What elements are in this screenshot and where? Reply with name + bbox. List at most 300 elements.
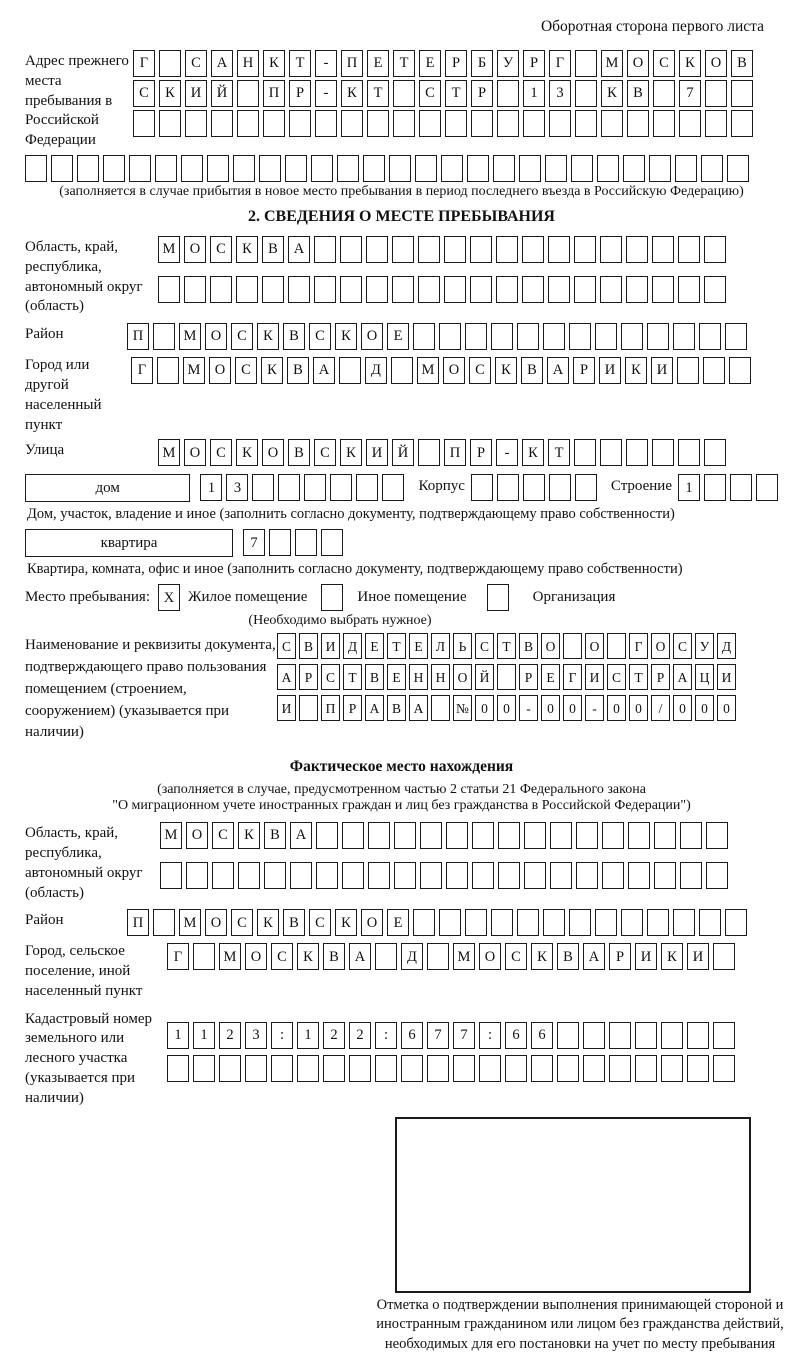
- char-box[interactable]: Т: [497, 633, 516, 659]
- city-row[interactable]: [131, 357, 751, 384]
- char-box[interactable]: О: [184, 439, 206, 466]
- char-box[interactable]: [299, 695, 318, 721]
- char-box[interactable]: С: [607, 664, 626, 690]
- char-box[interactable]: [444, 236, 466, 263]
- char-box[interactable]: [413, 323, 435, 350]
- char-box[interactable]: И: [366, 439, 388, 466]
- char-box[interactable]: [654, 822, 676, 849]
- char-box[interactable]: И: [717, 664, 736, 690]
- actual-city-row[interactable]: [167, 943, 735, 970]
- char-box[interactable]: 0: [695, 695, 714, 721]
- char-box[interactable]: [366, 276, 388, 303]
- char-box[interactable]: И: [687, 943, 709, 970]
- char-box[interactable]: [699, 323, 721, 350]
- char-box[interactable]: [725, 323, 747, 350]
- char-box[interactable]: О: [627, 50, 649, 77]
- char-box[interactable]: [493, 155, 515, 182]
- char-box[interactable]: Р: [470, 439, 492, 466]
- char-box[interactable]: [597, 155, 619, 182]
- char-box[interactable]: В: [264, 822, 286, 849]
- char-box[interactable]: С: [210, 236, 232, 263]
- char-box[interactable]: 0: [607, 695, 626, 721]
- char-box[interactable]: [167, 1055, 189, 1082]
- actual-region-row-2[interactable]: [160, 862, 728, 889]
- korpus-row[interactable]: [471, 474, 597, 501]
- char-box[interactable]: [366, 236, 388, 263]
- char-box[interactable]: [413, 909, 435, 936]
- char-box[interactable]: О: [186, 822, 208, 849]
- char-box[interactable]: Н: [237, 50, 259, 77]
- char-box[interactable]: П: [263, 80, 285, 107]
- char-box[interactable]: С: [653, 50, 675, 77]
- char-box[interactable]: [153, 909, 175, 936]
- char-box[interactable]: [563, 633, 582, 659]
- char-box[interactable]: Р: [609, 943, 631, 970]
- char-box[interactable]: [627, 110, 649, 137]
- char-box[interactable]: 6: [505, 1022, 527, 1049]
- char-box[interactable]: 0: [497, 695, 516, 721]
- char-box[interactable]: 0: [475, 695, 494, 721]
- char-box[interactable]: [439, 909, 461, 936]
- char-box[interactable]: О: [184, 236, 206, 263]
- char-box[interactable]: Н: [431, 664, 450, 690]
- char-box[interactable]: [713, 943, 735, 970]
- street-row[interactable]: [158, 439, 726, 466]
- char-box[interactable]: Г: [629, 633, 648, 659]
- char-box[interactable]: -: [519, 695, 538, 721]
- char-box[interactable]: [600, 236, 622, 263]
- char-box[interactable]: О: [705, 50, 727, 77]
- char-box[interactable]: [160, 862, 182, 889]
- char-box[interactable]: К: [159, 80, 181, 107]
- char-box[interactable]: М: [453, 943, 475, 970]
- char-box[interactable]: [186, 862, 208, 889]
- char-box[interactable]: :: [271, 1022, 293, 1049]
- char-box[interactable]: В: [262, 236, 284, 263]
- char-box[interactable]: В: [365, 664, 384, 690]
- char-box[interactable]: С: [212, 822, 234, 849]
- char-box[interactable]: [237, 110, 259, 137]
- char-box[interactable]: :: [479, 1022, 501, 1049]
- char-box[interactable]: П: [341, 50, 363, 77]
- char-box[interactable]: [184, 276, 206, 303]
- prev-address-row-3[interactable]: [133, 110, 753, 137]
- char-box[interactable]: [470, 276, 492, 303]
- char-box[interactable]: К: [531, 943, 553, 970]
- char-box[interactable]: Т: [367, 80, 389, 107]
- char-box[interactable]: [649, 155, 671, 182]
- char-box[interactable]: И: [277, 695, 296, 721]
- char-box[interactable]: Т: [343, 664, 362, 690]
- char-box[interactable]: М: [183, 357, 205, 384]
- char-box[interactable]: [497, 474, 519, 501]
- char-box[interactable]: [479, 1055, 501, 1082]
- char-box[interactable]: [159, 110, 181, 137]
- char-box[interactable]: [498, 822, 520, 849]
- char-box[interactable]: [392, 236, 414, 263]
- char-box[interactable]: Е: [367, 50, 389, 77]
- char-box[interactable]: [219, 1055, 241, 1082]
- char-box[interactable]: 1: [167, 1022, 189, 1049]
- char-box[interactable]: [264, 862, 286, 889]
- char-box[interactable]: [628, 862, 650, 889]
- char-box[interactable]: [211, 110, 233, 137]
- char-box[interactable]: [427, 1055, 449, 1082]
- char-box[interactable]: И: [635, 943, 657, 970]
- char-box[interactable]: С: [185, 50, 207, 77]
- char-box[interactable]: [678, 276, 700, 303]
- char-box[interactable]: В: [283, 323, 305, 350]
- char-box[interactable]: [290, 862, 312, 889]
- char-box[interactable]: [465, 909, 487, 936]
- char-box[interactable]: [621, 323, 643, 350]
- char-box[interactable]: С: [475, 633, 494, 659]
- char-box[interactable]: [519, 155, 541, 182]
- house-number-row[interactable]: [200, 474, 404, 501]
- char-box[interactable]: О: [541, 633, 560, 659]
- char-box[interactable]: [628, 822, 650, 849]
- char-box[interactable]: К: [263, 50, 285, 77]
- char-box[interactable]: А: [349, 943, 371, 970]
- char-box[interactable]: -: [496, 439, 518, 466]
- char-box[interactable]: [609, 1022, 631, 1049]
- char-box[interactable]: X: [158, 584, 180, 611]
- char-box[interactable]: [153, 323, 175, 350]
- char-box[interactable]: [621, 909, 643, 936]
- char-box[interactable]: К: [297, 943, 319, 970]
- char-box[interactable]: [259, 155, 281, 182]
- char-box[interactable]: [706, 822, 728, 849]
- char-box[interactable]: [465, 323, 487, 350]
- char-box[interactable]: [245, 1055, 267, 1082]
- char-box[interactable]: [472, 862, 494, 889]
- char-box[interactable]: [77, 155, 99, 182]
- char-box[interactable]: [548, 236, 570, 263]
- char-box[interactable]: [340, 236, 362, 263]
- char-box[interactable]: А: [288, 236, 310, 263]
- char-box[interactable]: Й: [211, 80, 233, 107]
- char-box[interactable]: [342, 822, 364, 849]
- char-box[interactable]: [491, 909, 513, 936]
- char-box[interactable]: [401, 1055, 423, 1082]
- char-box[interactable]: К: [661, 943, 683, 970]
- char-box[interactable]: [687, 1055, 709, 1082]
- char-box[interactable]: [368, 862, 390, 889]
- char-box[interactable]: [575, 474, 597, 501]
- char-box[interactable]: К: [238, 822, 260, 849]
- char-box[interactable]: [236, 276, 258, 303]
- char-box[interactable]: У: [695, 633, 714, 659]
- char-box[interactable]: [557, 1022, 579, 1049]
- char-box[interactable]: [392, 276, 414, 303]
- prev-address-row-1[interactable]: [133, 50, 753, 77]
- char-box[interactable]: [314, 276, 336, 303]
- char-box[interactable]: [647, 323, 669, 350]
- char-box[interactable]: [653, 80, 675, 107]
- char-box[interactable]: О: [443, 357, 465, 384]
- char-box[interactable]: В: [288, 439, 310, 466]
- cadastral-row-2[interactable]: [167, 1055, 735, 1082]
- char-box[interactable]: [705, 110, 727, 137]
- char-box[interactable]: С: [309, 909, 331, 936]
- char-box[interactable]: [487, 584, 509, 611]
- char-box[interactable]: [701, 155, 723, 182]
- char-box[interactable]: М: [160, 822, 182, 849]
- char-box[interactable]: [548, 276, 570, 303]
- prev-address-row-4[interactable]: [25, 155, 778, 182]
- char-box[interactable]: А: [409, 695, 428, 721]
- char-box[interactable]: [339, 357, 361, 384]
- char-box[interactable]: [389, 155, 411, 182]
- char-box[interactable]: 0: [629, 695, 648, 721]
- char-box[interactable]: [729, 357, 751, 384]
- char-box[interactable]: [523, 474, 545, 501]
- char-box[interactable]: А: [547, 357, 569, 384]
- char-box[interactable]: [626, 439, 648, 466]
- char-box[interactable]: [129, 155, 151, 182]
- char-box[interactable]: [342, 862, 364, 889]
- char-box[interactable]: Т: [393, 50, 415, 77]
- char-box[interactable]: [444, 276, 466, 303]
- char-box[interactable]: О: [205, 909, 227, 936]
- char-box[interactable]: О: [361, 323, 383, 350]
- char-box[interactable]: С: [314, 439, 336, 466]
- char-box[interactable]: [609, 1055, 631, 1082]
- char-box[interactable]: О: [262, 439, 284, 466]
- char-box[interactable]: [321, 529, 343, 556]
- char-box[interactable]: [498, 862, 520, 889]
- char-box[interactable]: М: [179, 909, 201, 936]
- char-box[interactable]: [647, 909, 669, 936]
- char-box[interactable]: [340, 276, 362, 303]
- char-box[interactable]: [238, 862, 260, 889]
- char-box[interactable]: [635, 1055, 657, 1082]
- char-box[interactable]: [680, 822, 702, 849]
- char-box[interactable]: Н: [409, 664, 428, 690]
- char-box[interactable]: Т: [387, 633, 406, 659]
- char-box[interactable]: [531, 1055, 553, 1082]
- char-box[interactable]: [569, 909, 591, 936]
- char-box[interactable]: [730, 474, 752, 501]
- char-box[interactable]: [368, 822, 390, 849]
- char-box[interactable]: К: [522, 439, 544, 466]
- char-box[interactable]: [497, 664, 516, 690]
- char-box[interactable]: [654, 862, 676, 889]
- char-box[interactable]: [600, 276, 622, 303]
- char-box[interactable]: П: [444, 439, 466, 466]
- char-box[interactable]: [375, 943, 397, 970]
- prev-address-row-2[interactable]: [133, 80, 753, 107]
- char-box[interactable]: -: [315, 80, 337, 107]
- char-box[interactable]: О: [453, 664, 472, 690]
- char-box[interactable]: [675, 155, 697, 182]
- char-box[interactable]: [467, 155, 489, 182]
- document-row-3[interactable]: [277, 695, 736, 721]
- char-box[interactable]: [316, 862, 338, 889]
- char-box[interactable]: [269, 529, 291, 556]
- char-box[interactable]: [304, 474, 326, 501]
- char-box[interactable]: [367, 110, 389, 137]
- char-box[interactable]: К: [335, 909, 357, 936]
- char-box[interactable]: С: [277, 633, 296, 659]
- char-box[interactable]: [415, 155, 437, 182]
- cadastral-row-1[interactable]: [167, 1022, 735, 1049]
- char-box[interactable]: О: [479, 943, 501, 970]
- char-box[interactable]: [661, 1022, 683, 1049]
- char-box[interactable]: К: [257, 909, 279, 936]
- char-box[interactable]: [210, 276, 232, 303]
- char-box[interactable]: 0: [673, 695, 692, 721]
- char-box[interactable]: 2: [323, 1022, 345, 1049]
- char-box[interactable]: [420, 822, 442, 849]
- char-box[interactable]: К: [679, 50, 701, 77]
- char-box[interactable]: [550, 822, 572, 849]
- char-box[interactable]: [575, 80, 597, 107]
- char-box[interactable]: И: [585, 664, 604, 690]
- char-box[interactable]: [652, 276, 674, 303]
- char-box[interactable]: 0: [541, 695, 560, 721]
- char-box[interactable]: [427, 943, 449, 970]
- char-box[interactable]: 2: [219, 1022, 241, 1049]
- char-box[interactable]: Д: [343, 633, 362, 659]
- char-box[interactable]: Е: [387, 909, 409, 936]
- char-box[interactable]: [652, 439, 674, 466]
- char-box[interactable]: [431, 695, 450, 721]
- char-box[interactable]: К: [257, 323, 279, 350]
- char-box[interactable]: О: [245, 943, 267, 970]
- char-box[interactable]: [524, 822, 546, 849]
- char-box[interactable]: К: [236, 439, 258, 466]
- char-box[interactable]: С: [505, 943, 527, 970]
- char-box[interactable]: О: [651, 633, 670, 659]
- char-box[interactable]: [155, 155, 177, 182]
- char-box[interactable]: Р: [445, 50, 467, 77]
- char-box[interactable]: В: [283, 909, 305, 936]
- char-box[interactable]: М: [417, 357, 439, 384]
- char-box[interactable]: [470, 236, 492, 263]
- char-box[interactable]: Б: [471, 50, 493, 77]
- char-box[interactable]: С: [321, 664, 340, 690]
- char-box[interactable]: Е: [409, 633, 428, 659]
- char-box[interactable]: Т: [445, 80, 467, 107]
- actual-region-row-1[interactable]: [160, 822, 728, 849]
- char-box[interactable]: [471, 474, 493, 501]
- char-box[interactable]: С: [673, 633, 692, 659]
- char-box[interactable]: [453, 1055, 475, 1082]
- char-box[interactable]: В: [287, 357, 309, 384]
- char-box[interactable]: О: [205, 323, 227, 350]
- char-box[interactable]: А: [211, 50, 233, 77]
- char-box[interactable]: В: [627, 80, 649, 107]
- char-box[interactable]: [446, 862, 468, 889]
- char-box[interactable]: [471, 110, 493, 137]
- char-box[interactable]: 6: [531, 1022, 553, 1049]
- char-box[interactable]: [391, 357, 413, 384]
- char-box[interactable]: [133, 110, 155, 137]
- char-box[interactable]: [51, 155, 73, 182]
- char-box[interactable]: С: [419, 80, 441, 107]
- char-box[interactable]: С: [469, 357, 491, 384]
- char-box[interactable]: [704, 474, 726, 501]
- char-box[interactable]: [103, 155, 125, 182]
- char-box[interactable]: [505, 1055, 527, 1082]
- char-box[interactable]: [159, 50, 181, 77]
- document-row-2[interactable]: [277, 664, 736, 690]
- char-box[interactable]: [575, 110, 597, 137]
- char-box[interactable]: Р: [299, 664, 318, 690]
- char-box[interactable]: 2: [349, 1022, 371, 1049]
- char-box[interactable]: В: [323, 943, 345, 970]
- char-box[interactable]: Р: [343, 695, 362, 721]
- char-box[interactable]: [653, 110, 675, 137]
- char-box[interactable]: [522, 276, 544, 303]
- char-box[interactable]: [356, 474, 378, 501]
- char-box[interactable]: -: [315, 50, 337, 77]
- char-box[interactable]: К: [335, 323, 357, 350]
- char-box[interactable]: :: [375, 1022, 397, 1049]
- char-box[interactable]: 3: [549, 80, 571, 107]
- stay-type-checkbox-other[interactable]: [321, 584, 343, 611]
- char-box[interactable]: [706, 862, 728, 889]
- char-box[interactable]: [576, 862, 598, 889]
- char-box[interactable]: М: [219, 943, 241, 970]
- char-box[interactable]: [574, 276, 596, 303]
- char-box[interactable]: [289, 110, 311, 137]
- char-box[interactable]: [315, 110, 337, 137]
- region-row-1[interactable]: [158, 236, 726, 263]
- char-box[interactable]: М: [158, 236, 180, 263]
- char-box[interactable]: [157, 357, 179, 384]
- char-box[interactable]: [583, 1055, 605, 1082]
- char-box[interactable]: Р: [573, 357, 595, 384]
- char-box[interactable]: Е: [419, 50, 441, 77]
- char-box[interactable]: А: [277, 664, 296, 690]
- char-box[interactable]: [727, 155, 749, 182]
- char-box[interactable]: [571, 155, 593, 182]
- char-box[interactable]: К: [340, 439, 362, 466]
- char-box[interactable]: Е: [365, 633, 384, 659]
- char-box[interactable]: [25, 155, 47, 182]
- char-box[interactable]: [652, 236, 674, 263]
- char-box[interactable]: [439, 323, 461, 350]
- char-box[interactable]: В: [299, 633, 318, 659]
- char-box[interactable]: [212, 862, 234, 889]
- char-box[interactable]: [323, 1055, 345, 1082]
- char-box[interactable]: [575, 50, 597, 77]
- char-box[interactable]: К: [625, 357, 647, 384]
- char-box[interactable]: [382, 474, 404, 501]
- char-box[interactable]: /: [651, 695, 670, 721]
- char-box[interactable]: [517, 909, 539, 936]
- char-box[interactable]: 0: [563, 695, 582, 721]
- char-box[interactable]: В: [519, 633, 538, 659]
- char-box[interactable]: А: [313, 357, 335, 384]
- char-box[interactable]: [491, 323, 513, 350]
- char-box[interactable]: У: [497, 50, 519, 77]
- char-box[interactable]: Р: [651, 664, 670, 690]
- char-box[interactable]: [543, 323, 565, 350]
- char-box[interactable]: 7: [679, 80, 701, 107]
- char-box[interactable]: [393, 110, 415, 137]
- char-box[interactable]: 1: [193, 1022, 215, 1049]
- char-box[interactable]: Г: [563, 664, 582, 690]
- char-box[interactable]: [595, 909, 617, 936]
- char-box[interactable]: Е: [541, 664, 560, 690]
- char-box[interactable]: [441, 155, 463, 182]
- char-box[interactable]: -: [585, 695, 604, 721]
- document-row-1[interactable]: [277, 633, 736, 659]
- char-box[interactable]: [472, 822, 494, 849]
